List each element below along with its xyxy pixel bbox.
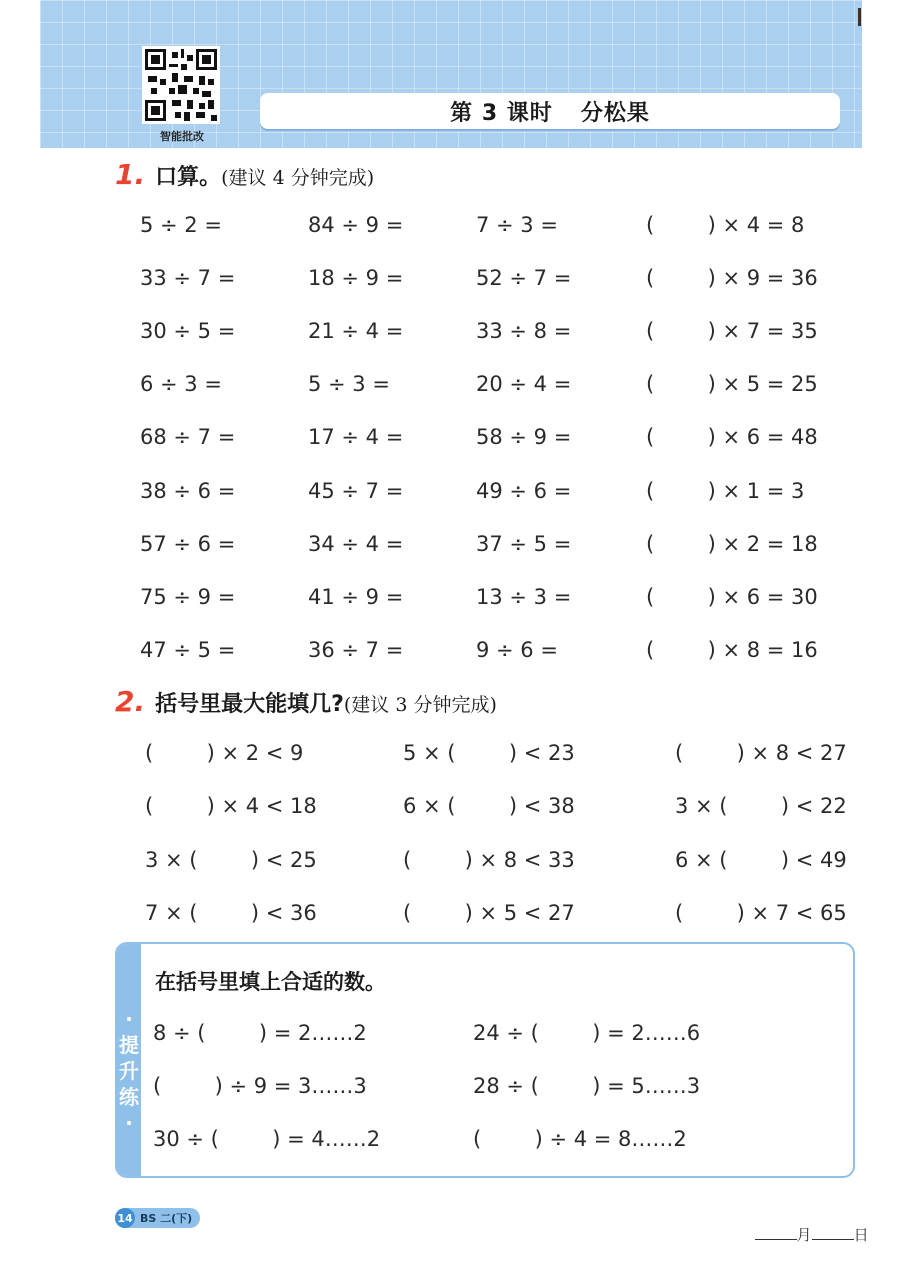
calc-problem[interactable]: 13 ÷ 3 = bbox=[476, 584, 572, 609]
calc-problem[interactable]: 21 ÷ 4 = bbox=[308, 318, 404, 343]
remainder-problem[interactable]: ( ) ÷ 4 = 8……2 bbox=[473, 1126, 687, 1151]
remainder-problem-row bbox=[153, 1006, 833, 1059]
inequality-problem[interactable]: 6 × ( ) < 38 bbox=[403, 794, 575, 819]
remainder-problem-row bbox=[153, 1059, 833, 1112]
inequality-problem[interactable]: ( ) × 2 < 9 bbox=[145, 740, 304, 765]
footer-book-tag bbox=[115, 1208, 200, 1228]
calc-problem[interactable]: ( ) × 8 = 16 bbox=[646, 638, 818, 663]
calc-problem-row bbox=[140, 570, 860, 623]
calc-problem[interactable]: 33 ÷ 8 = bbox=[476, 318, 572, 343]
calc-problem-row bbox=[140, 358, 860, 411]
extension-practice-box bbox=[115, 942, 855, 1178]
inequality-problem[interactable]: ( ) × 8 < 33 bbox=[403, 847, 575, 872]
calc-problem[interactable]: 84 ÷ 9 = bbox=[308, 212, 404, 237]
qr-code-icon[interactable] bbox=[142, 46, 220, 124]
calc-problem[interactable]: 7 ÷ 3 = bbox=[476, 212, 558, 237]
date-field[interactable] bbox=[745, 1206, 869, 1245]
calc-problem[interactable]: 38 ÷ 6 = bbox=[140, 478, 236, 503]
calc-problem[interactable]: 5 ÷ 2 = bbox=[140, 212, 222, 237]
calc-problem-row bbox=[140, 411, 860, 464]
qr-code-graphic bbox=[145, 49, 217, 121]
calc-problem[interactable]: 6 ÷ 3 = bbox=[140, 372, 222, 397]
calc-problem[interactable]: 52 ÷ 7 = bbox=[476, 265, 572, 290]
calc-problem[interactable]: ( ) × 1 = 3 bbox=[646, 478, 805, 503]
oral-calculation-grid bbox=[140, 198, 860, 677]
calc-problem[interactable]: ( ) × 6 = 30 bbox=[646, 584, 818, 609]
remainder-problem[interactable]: 8 ÷ ( ) = 2……2 bbox=[153, 1020, 367, 1045]
calc-problem[interactable]: 36 ÷ 7 = bbox=[308, 638, 404, 663]
calc-problem[interactable]: 30 ÷ 5 = bbox=[140, 318, 236, 343]
inequality-problem-row bbox=[145, 833, 865, 887]
inequality-problem[interactable]: 5 × ( ) < 23 bbox=[403, 740, 575, 765]
calc-problem[interactable]: 41 ÷ 9 = bbox=[308, 584, 404, 609]
inequality-problem[interactable]: ( ) × 4 < 18 bbox=[145, 794, 317, 819]
month-label: 月 bbox=[796, 1226, 812, 1244]
calc-problem[interactable]: 68 ÷ 7 = bbox=[140, 425, 236, 450]
inequality-problem[interactable]: ( ) × 5 < 27 bbox=[403, 901, 575, 926]
calc-problem[interactable]: 49 ÷ 6 = bbox=[476, 478, 572, 503]
calc-problem[interactable]: 75 ÷ 9 = bbox=[140, 584, 236, 609]
section-1-heading bbox=[115, 158, 374, 191]
calc-problem-row bbox=[140, 464, 860, 517]
calc-problem[interactable]: 34 ÷ 4 = bbox=[308, 531, 404, 556]
section-1-title: 口算。 bbox=[155, 165, 222, 190]
inequality-problem[interactable]: 6 × ( ) < 49 bbox=[675, 847, 847, 872]
inequality-problem-row bbox=[145, 726, 865, 780]
max-fill-grid bbox=[145, 726, 865, 940]
calc-problem-row bbox=[140, 517, 860, 570]
calc-problem-row bbox=[140, 304, 860, 357]
lesson-title: 分松果 bbox=[580, 100, 650, 126]
inequality-problem[interactable]: 7 × ( ) < 36 bbox=[145, 901, 317, 926]
month-blank[interactable] bbox=[755, 1225, 797, 1240]
lesson-number: 第 3 课时 bbox=[450, 100, 553, 126]
calc-problem[interactable]: 17 ÷ 4 = bbox=[308, 425, 404, 450]
remainder-problem[interactable]: 30 ÷ ( ) = 4……2 bbox=[153, 1126, 381, 1151]
section-1-number: 1. bbox=[115, 158, 146, 191]
book-edition: BS 二(下) bbox=[140, 1212, 193, 1225]
section-2-title: 括号里最大能填几? bbox=[155, 692, 344, 717]
extension-side-tab bbox=[117, 944, 141, 1176]
inequality-problem[interactable]: ( ) × 7 < 65 bbox=[675, 901, 847, 926]
inequality-problem-row bbox=[145, 887, 865, 941]
calc-problem[interactable]: ( ) × 7 = 35 bbox=[646, 318, 818, 343]
lesson-title-bar bbox=[260, 93, 840, 129]
calc-problem[interactable]: 33 ÷ 7 = bbox=[140, 265, 236, 290]
calc-problem[interactable]: 37 ÷ 5 = bbox=[476, 531, 572, 556]
calc-problem[interactable]: 58 ÷ 9 = bbox=[476, 425, 572, 450]
inequality-problem[interactable]: ( ) × 8 < 27 bbox=[675, 740, 847, 765]
calc-problem[interactable]: ( ) × 2 = 18 bbox=[646, 531, 818, 556]
calc-problem[interactable]: 47 ÷ 5 = bbox=[140, 638, 236, 663]
section-2-number: 2. bbox=[115, 685, 146, 718]
page-number: 14 bbox=[115, 1208, 135, 1228]
calc-problem[interactable]: ( ) × 5 = 25 bbox=[646, 372, 818, 397]
inequality-problem[interactable]: 3 × ( ) < 25 bbox=[145, 847, 317, 872]
extension-title: 在括号里填上合适的数。 bbox=[155, 970, 386, 994]
header-edge-mark bbox=[858, 8, 861, 26]
remainder-problem[interactable]: ( ) ÷ 9 = 3……3 bbox=[153, 1073, 367, 1098]
day-blank[interactable] bbox=[812, 1225, 854, 1240]
remainder-problem[interactable]: 24 ÷ ( ) = 2……6 bbox=[473, 1020, 701, 1045]
calc-problem-row bbox=[140, 251, 860, 304]
inequality-problem[interactable]: 3 × ( ) < 22 bbox=[675, 794, 847, 819]
extension-side-label: · 提 升 练 · bbox=[119, 1007, 139, 1135]
calc-problem[interactable]: 18 ÷ 9 = bbox=[308, 265, 404, 290]
calc-problem-row bbox=[140, 624, 860, 677]
calc-problem[interactable]: 5 ÷ 3 = bbox=[308, 372, 390, 397]
remainder-problem-row bbox=[153, 1112, 833, 1165]
calc-problem[interactable]: 57 ÷ 6 = bbox=[140, 531, 236, 556]
day-label: 日 bbox=[853, 1226, 869, 1244]
extension-grid bbox=[153, 1006, 833, 1165]
section-2-heading bbox=[115, 685, 497, 718]
remainder-problem[interactable]: 28 ÷ ( ) = 5……3 bbox=[473, 1073, 701, 1098]
calc-problem[interactable]: 9 ÷ 6 = bbox=[476, 638, 558, 663]
calc-problem[interactable]: ( ) × 9 = 36 bbox=[646, 265, 818, 290]
calc-problem[interactable]: 20 ÷ 4 = bbox=[476, 372, 572, 397]
section-1-hint: (建议 4 分钟完成) bbox=[221, 167, 375, 189]
calc-problem-row bbox=[140, 198, 860, 251]
inequality-problem-row bbox=[145, 780, 865, 834]
qr-label: 智能批改 bbox=[160, 130, 204, 143]
calc-problem[interactable]: ( ) × 4 = 8 bbox=[646, 212, 805, 237]
calc-problem[interactable]: 45 ÷ 7 = bbox=[308, 478, 404, 503]
calc-problem[interactable]: ( ) × 6 = 48 bbox=[646, 425, 818, 450]
section-2-hint: (建议 3 分钟完成) bbox=[343, 694, 497, 716]
